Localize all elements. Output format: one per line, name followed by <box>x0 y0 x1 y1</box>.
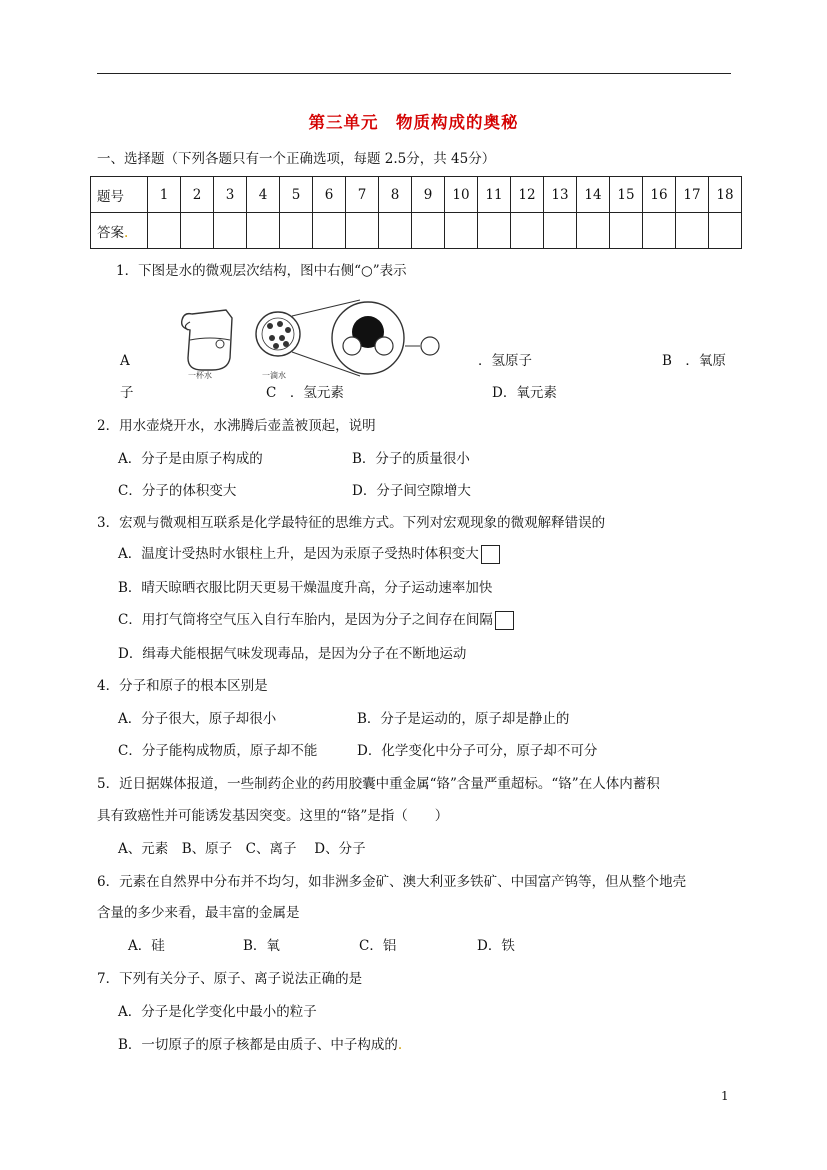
jug-icon <box>182 310 232 370</box>
table-cell: 14 <box>577 177 610 213</box>
q4-option-b: B．分子是运动的，原子却是静止的 <box>357 711 570 727</box>
answer-cell[interactable] <box>379 213 412 249</box>
q1-option-a: ．氢原子 <box>478 353 532 369</box>
table-cell: 12 <box>511 177 544 213</box>
table-answer-label: 答案. <box>91 213 148 249</box>
header-rule <box>97 73 731 74</box>
q7-stem: 7．下列有关分子、原子、离子说法正确的是 <box>97 971 363 987</box>
q6-option-d: D．铁 <box>477 938 515 954</box>
page-title: 第三单元 物质构成的奥秘 <box>308 113 519 132</box>
table-row-numbers <box>91 177 742 213</box>
table-cell: 15 <box>610 177 643 213</box>
q3-stem: 3．宏观与微观相互联系是化学最特征的思维方式。下列对宏观现象的微观解释错误的 <box>97 515 606 531</box>
water-structure-figure <box>176 296 446 382</box>
answer-cell[interactable] <box>148 213 181 249</box>
answer-cell[interactable] <box>412 213 445 249</box>
q1-stem: 1．下图是水的微观层次结构，图中右侧“○”表示 <box>116 263 407 279</box>
table-cell: 13 <box>544 177 577 213</box>
page-number: 1 <box>721 1089 729 1103</box>
q3-option-c: C．用打气筒将空气压入自行车胎内，是因为分子之间存在间隔 <box>118 611 514 630</box>
table-cell: 9 <box>412 177 445 213</box>
table-head-label: 题号 <box>91 177 148 213</box>
table-cell: 8 <box>379 177 412 213</box>
table-cell: 1 <box>148 177 181 213</box>
q5-stem-1: 5．近日据媒体报道，一些制药企业的药用胶囊中重金属“铬”含量严重超标。“铬”在人体内蓄积 <box>97 776 660 792</box>
fig-label-cup: 一杯水 <box>188 371 212 380</box>
q2-option-d: D．分子间空隙增大 <box>352 483 471 499</box>
blank-box-icon <box>481 545 500 564</box>
answer-cell[interactable] <box>610 213 643 249</box>
drop-circle <box>256 312 300 356</box>
q2-stem: 2．用水壶烧开水，水沸腾后壶盖被顶起，说明 <box>97 418 376 434</box>
answer-cell[interactable] <box>214 213 247 249</box>
q5-stem-2: 具有致癌性并可能诱发基因突变。这里的“铬”是指（ ） <box>97 808 449 824</box>
q1-option-b-cont: 子 <box>120 385 134 401</box>
fig-label-drop: 一滴水 <box>262 371 286 380</box>
table-cell: 6 <box>313 177 346 213</box>
q6-option-a: A．硅 <box>128 938 165 954</box>
answer-cell[interactable] <box>577 213 610 249</box>
answer-cell[interactable] <box>445 213 478 249</box>
q5-options: A、元素 B、原子 C、离子 D、分子 <box>118 841 366 857</box>
q6-stem-1: 6．元素在自然界中分布并不均匀，如非洲多金矿、澳大利亚多铁矿、中国富产钨等，但从整个地壳 <box>97 874 687 890</box>
answer-cell[interactable] <box>709 213 742 249</box>
table-cell: 4 <box>247 177 280 213</box>
q1-option-d: D．氧元素 <box>492 385 557 401</box>
table-cell: 10 <box>445 177 478 213</box>
q7-option-b: B．一切原子的原子核都是由质子、中子构成的. <box>118 1037 403 1053</box>
q3-option-a: A．温度计受热时水银柱上升，是因为汞原子受热时体积变大 <box>118 545 500 564</box>
answer-cell[interactable] <box>478 213 511 249</box>
q4-option-c: C．分子能构成物质，原子却不能 <box>118 743 318 759</box>
answer-cell[interactable] <box>247 213 280 249</box>
q2-option-a: A．分子是由原子构成的 <box>118 451 263 467</box>
answer-cell[interactable] <box>181 213 214 249</box>
q2-option-b: B．分子的质量很小 <box>352 451 470 467</box>
table-cell: 2 <box>181 177 214 213</box>
table-cell: 16 <box>643 177 676 213</box>
q4-option-d: D．化学变化中分子可分，原子却不可分 <box>357 743 598 759</box>
answer-cell[interactable] <box>544 213 577 249</box>
answer-cell[interactable] <box>346 213 379 249</box>
atom-icon <box>421 337 439 355</box>
answer-cell[interactable] <box>280 213 313 249</box>
q4-stem: 4．分子和原子的根本区别是 <box>97 678 268 694</box>
answer-cell[interactable] <box>313 213 346 249</box>
section-heading: 一、选择题（下列各题只有一个正确选项，每题 2.5分，共 45分） <box>97 151 496 167</box>
table-cell: 17 <box>676 177 709 213</box>
answer-table <box>90 176 742 249</box>
table-cell: 3 <box>214 177 247 213</box>
table-cell: 11 <box>478 177 511 213</box>
table-cell: 18 <box>709 177 742 213</box>
q3-option-d: D．缉毒犬能根据气味发现毒品，是因为分子在不断地运动 <box>118 646 467 662</box>
q3-option-b: B．晴天晾晒衣服比阴天更易干燥温度升高，分子运动速率加快 <box>118 580 493 596</box>
q1-option-b: B ．氧原 <box>662 353 726 369</box>
q4-option-a: A．分子很大，原子却很小 <box>118 711 277 727</box>
table-cell: 7 <box>346 177 379 213</box>
answer-cell[interactable] <box>676 213 709 249</box>
table-row-answers <box>91 213 742 249</box>
q1-option-a-letter: A <box>120 353 130 369</box>
q7-option-a: A．分子是化学变化中最小的粒子 <box>118 1004 317 1020</box>
q6-stem-2: 含量的多少来看，最丰富的金属是 <box>97 905 300 921</box>
table-cell: 5 <box>280 177 313 213</box>
answer-cell[interactable] <box>511 213 544 249</box>
blank-box-icon <box>495 611 514 630</box>
q6-option-b: B．氧 <box>243 938 280 954</box>
q2-option-c: C．分子的体积变大 <box>118 483 237 499</box>
answer-cell[interactable] <box>643 213 676 249</box>
q1-option-c: C ．氢元素 <box>266 385 344 401</box>
q6-option-c: C．铝 <box>359 938 397 954</box>
